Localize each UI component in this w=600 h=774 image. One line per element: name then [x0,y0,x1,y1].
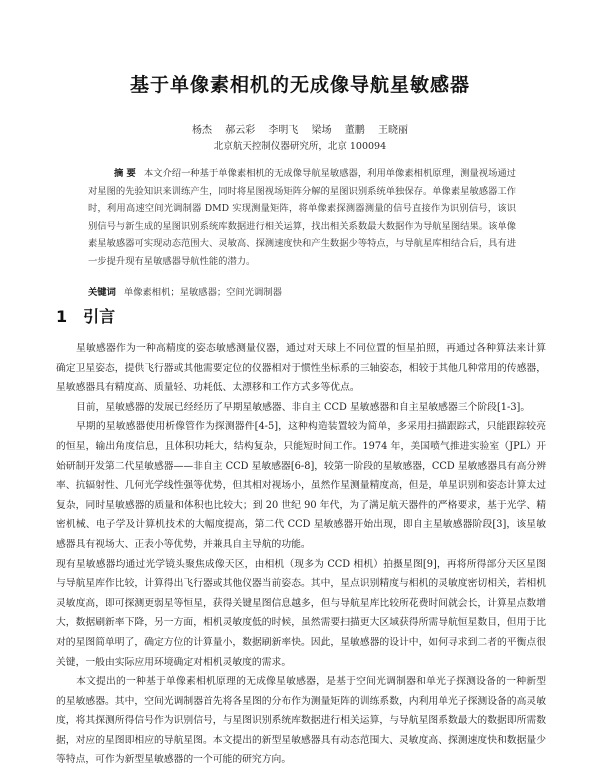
author-name: 梁场 [311,125,332,136]
author-list [0,121,600,136]
abstract-label: 摘 要 [114,168,136,179]
body-paragraph: 星敏感器作为一种高精度的姿态敏感测量仪器，通过对天球上不同位置的恒星拍照，再通过各种算法来计算确定卫星姿态，提供飞行器或其他需要定位的仪器相对于惯性坐标系的三轴姿态，相较于其他几种常用的传感器，星敏感器具有精度高、质量轻、功耗低、太漂移和工作方式多等优点。 [56,343,546,394]
body-paragraph: 目前，星敏感器的发展已经经历了早期星敏感器、非自主 CCD 星敏感器和自主星敏感器三个阶段[1-3]。 [76,401,531,413]
body-paragraph: 早期的星敏感器使用析像管作为探测器件[4-5]，这种构造装置较为简单，多采用扫描跟踪式，只能跟踪较亮的恒星，输出角度信息，且体积功耗大，结构复杂，只能短时间工作。1974 年，美国喷气推进实验室（JPL）开始研制开发第二代星敏感器——非自主 CCD 星敏感器[6-8]，较第一阶段的星敏感器，CCD 星敏感器具有高分辨率、抗辐射性、几何光学线性强等优势，但其相对视场小，虽然作星测量精度高，但是，单星识别和姿态计算太过复杂，同时星敏感器的质量和体积也比较大；到 20 世纪 90 年代，为了满足航天器件的严格要求，基于光学、精密机械、电子学及计算机技术的大幅度提高，第二代 CCD 星敏感器开始出现，即自主星敏感器阶段[3]，该星敏感器具有视场大、正表小等优势，并兼具自主导航的功能。 [56,421,546,550]
author-name: 杨杰 [192,125,213,136]
author-name: 王晓丽 [377,125,408,136]
section-number: 1 [56,307,68,326]
paper-title: 基于单像素相机的无成像导航星敏感器 [129,74,470,96]
body-text [56,339,546,770]
section-heading [56,304,115,327]
body-paragraph: 现有星敏感器均通过光学镜头聚焦成像天区，由相机（现多为 CCD 相机）拍摄星图[9]，再将所得部分天区星图与导航星库作比较，计算得出飞行器或其他仪器当前姿态。其中，星点识别精度与相机的灵敏度密切相关，若相机灵敏度高，即可探测更弱星等恒星，获得关键星图信息越多，但与导航星库比较所花费时间就会长，计算星点数增大，数据刷新率下降，另一方面，相机灵敏度低的时候，虽然需要扫描更大区域获得所需导航恒星数目，但用于比对的星图简单明了，确定方位的计算量小，数据刷新率快。因此，星敏感器的设计中，如何寻求到二者的平衡点很关键，一般由实际应用环境确定对相机灵敏度的需求。 [56,558,546,668]
abstract [88,165,516,271]
author-name: 董鹏 [344,125,365,136]
keywords-label: 关键词 [88,287,116,298]
affiliation: 北京航天控制仪器研究所，北京 100094 [213,141,387,152]
keywords-text: 单像素相机；星敏感器；空间光调制器 [123,287,282,298]
body-paragraph: 本文提出的一种基于单像素相机原理的无成像星敏感器，是基于空间光调制器和单光子探测设备的一种新型的星敏感器。其中，空间光调制器首先将各星图的分布作为测量矩阵的训练系数，内利用单光子探测设备的高灵敏度，将其探测所得信号作为识别信号，与星图识别系统库数据进行相关运算，与导航星图系数最大的数据即所需数据，对应的星图即相应的导航星图。本文提出的新型星敏感器具有动态范围大、灵敏度高、探测速度快和数据量少等特点，可作为新型星敏感器的一个可能的研究方向。 [56,676,546,766]
author-name: 郝云彩 [225,125,256,136]
abstract-text: 本文介绍一种基于单像素相机的无成像导航星敏感器，利用单像素相机原理，测量视场通过对星图的先验知识来训练产生，同时将星图视场矩阵分解的星图识别系统单独保存。单像素星敏感器工作时，利用高速空间光调制器 DMD 实现测量矩阵，将单像素探测器测量的信号直接作为识别信号，该识别信号与新生成的星图识别系统库数据进行相关运算，找出相关系数最大数据作为导航星图结果。该单像素星敏感器可实现动态范围大、灵敏高、探测速度快和产生数据少等特点，与导航星库相结合后，具有进一步提升现有星敏感器导航性能的潜力。 [88,168,516,267]
author-name: 李明飞 [268,125,299,136]
keywords [88,284,516,298]
section-title: 引言 [83,307,116,326]
